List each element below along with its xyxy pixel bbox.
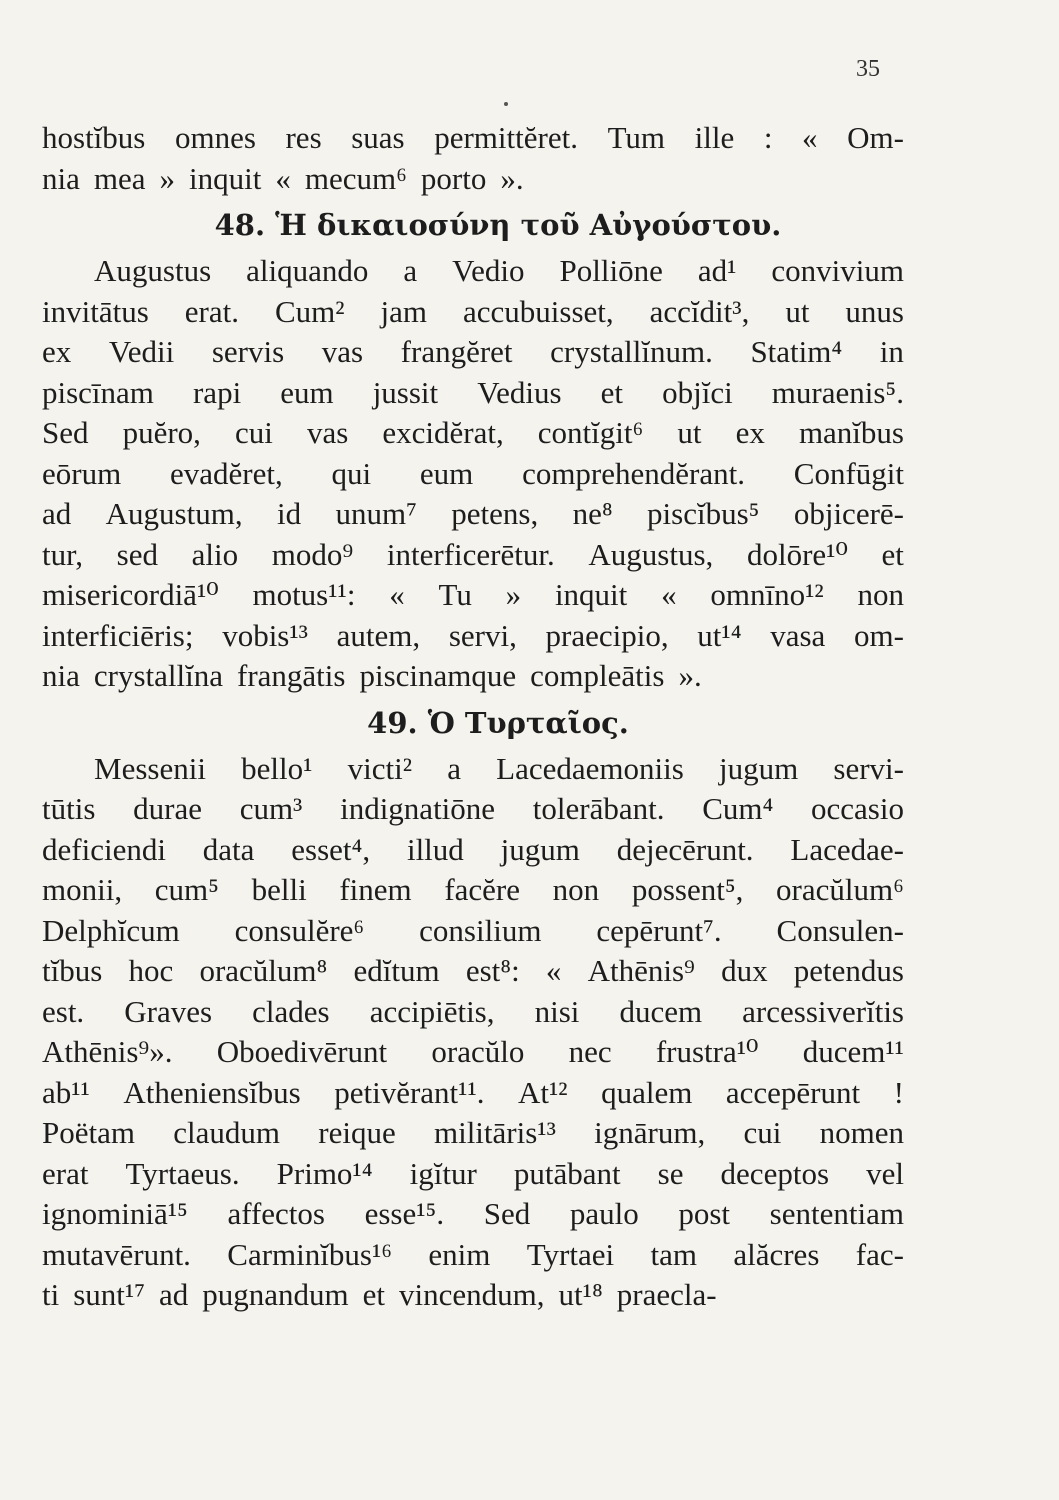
- text-line: Delphĭcum consulĕre⁶ consilium cepērunt⁷. Consulen-: [42, 912, 904, 948]
- section-heading: 48. Ἡ δικαιοσύνη τοῦ Αὐγούστου.: [214, 208, 782, 242]
- text-line: Augustus aliquando a Vedio Polliōne ad¹ convivium: [94, 253, 904, 288]
- text-line: ignominiā¹⁵ affectos esse¹⁵. Sed paulo post sententiam: [42, 1196, 904, 1231]
- text-line: ab¹¹ Atheniensĭbus petivĕrant¹¹. At¹² qualem accepērunt !: [42, 1074, 904, 1110]
- text-line: eōrum evadĕret, qui eum comprehendĕrant. Confūgit: [42, 455, 904, 491]
- text-line: ad Augustum, id unum⁷ petens, ne⁸ piscĭbus⁵ objicerē-: [42, 496, 904, 531]
- text-line: hostĭbus omnes res suas permittĕret. Tum ille : « Om-: [42, 120, 904, 155]
- text-line: Poëtam claudum reique militāris¹³ ignārum, cui nomen: [42, 1115, 904, 1150]
- text-line: tĭbus hoc oracŭlum⁸ edĭtum est⁸: « Athēnis⁹ dux petendus: [42, 953, 904, 988]
- text-line: tūtis durae cum³ indignatiōne tolerābant. Cum⁴ occasio: [42, 791, 904, 826]
- text-line: tur, sed alio modo⁹ interficerētur. Augustus, dolōre¹⁰ et: [42, 536, 904, 572]
- text-line: Messenii bello¹ victi² a Lacedaemoniis jugum servi-: [94, 750, 904, 786]
- text-line: piscīnam rapi eum jussit Vedius et objĭci muraenis⁵.: [42, 374, 904, 410]
- text-line: interficiēris; vobis¹³ autem, servi, praecipio, ut¹⁴ vasa om-: [42, 617, 904, 653]
- text-line: nia mea » inquit « mecum⁶ porto ».: [42, 160, 524, 196]
- ink-dot: [504, 102, 508, 106]
- text-line: invitātus erat. Cum² jam accubuisset, accĭdit³, ut unus: [42, 293, 904, 329]
- text-line: nia crystallĭna frangātis piscinamque compleātis ».: [42, 658, 702, 693]
- text-line: ti sunt¹⁷ ad pugnandum et vincendum, ut¹⁸ praecla-: [42, 1277, 717, 1312]
- text-line: misericordiā¹⁰ motus¹¹: « Tu » inquit « omnīno¹² non: [42, 577, 904, 612]
- text-line: est. Graves clades accipiētis, nisi ducem arcessiverĭtis: [42, 993, 904, 1029]
- text-line: Sed puĕro, cui vas excidĕrat, contĭgit⁶ ut ex manĭbus: [42, 415, 904, 450]
- text-line: mutavērunt. Carminĭbus¹⁶ enim Tyrtaei tam alăcres fac-: [42, 1236, 904, 1272]
- text-line: erat Tyrtaeus. Primo¹⁴ igĭtur putābant se deceptos vel: [42, 1155, 904, 1191]
- text-line: Athēnis⁹». Oboedivērunt oracŭlo nec frustra¹⁰ ducem¹¹: [42, 1034, 904, 1069]
- page-body: [42, 118, 904, 1316]
- page-number: 35: [856, 56, 880, 82]
- text-line: monii, cum⁵ belli finem facĕre non possent⁵, oracŭlum⁶: [42, 872, 904, 907]
- section-heading: 49. Ὁ Τυρταῖος.: [367, 705, 629, 740]
- text-line: ex Vedii servis vas frangĕret crystallĭnum. Statim⁴ in: [42, 334, 904, 369]
- text-line: deficiendi data esset⁴, illud jugum dejecērunt. Lacedae-: [42, 831, 904, 867]
